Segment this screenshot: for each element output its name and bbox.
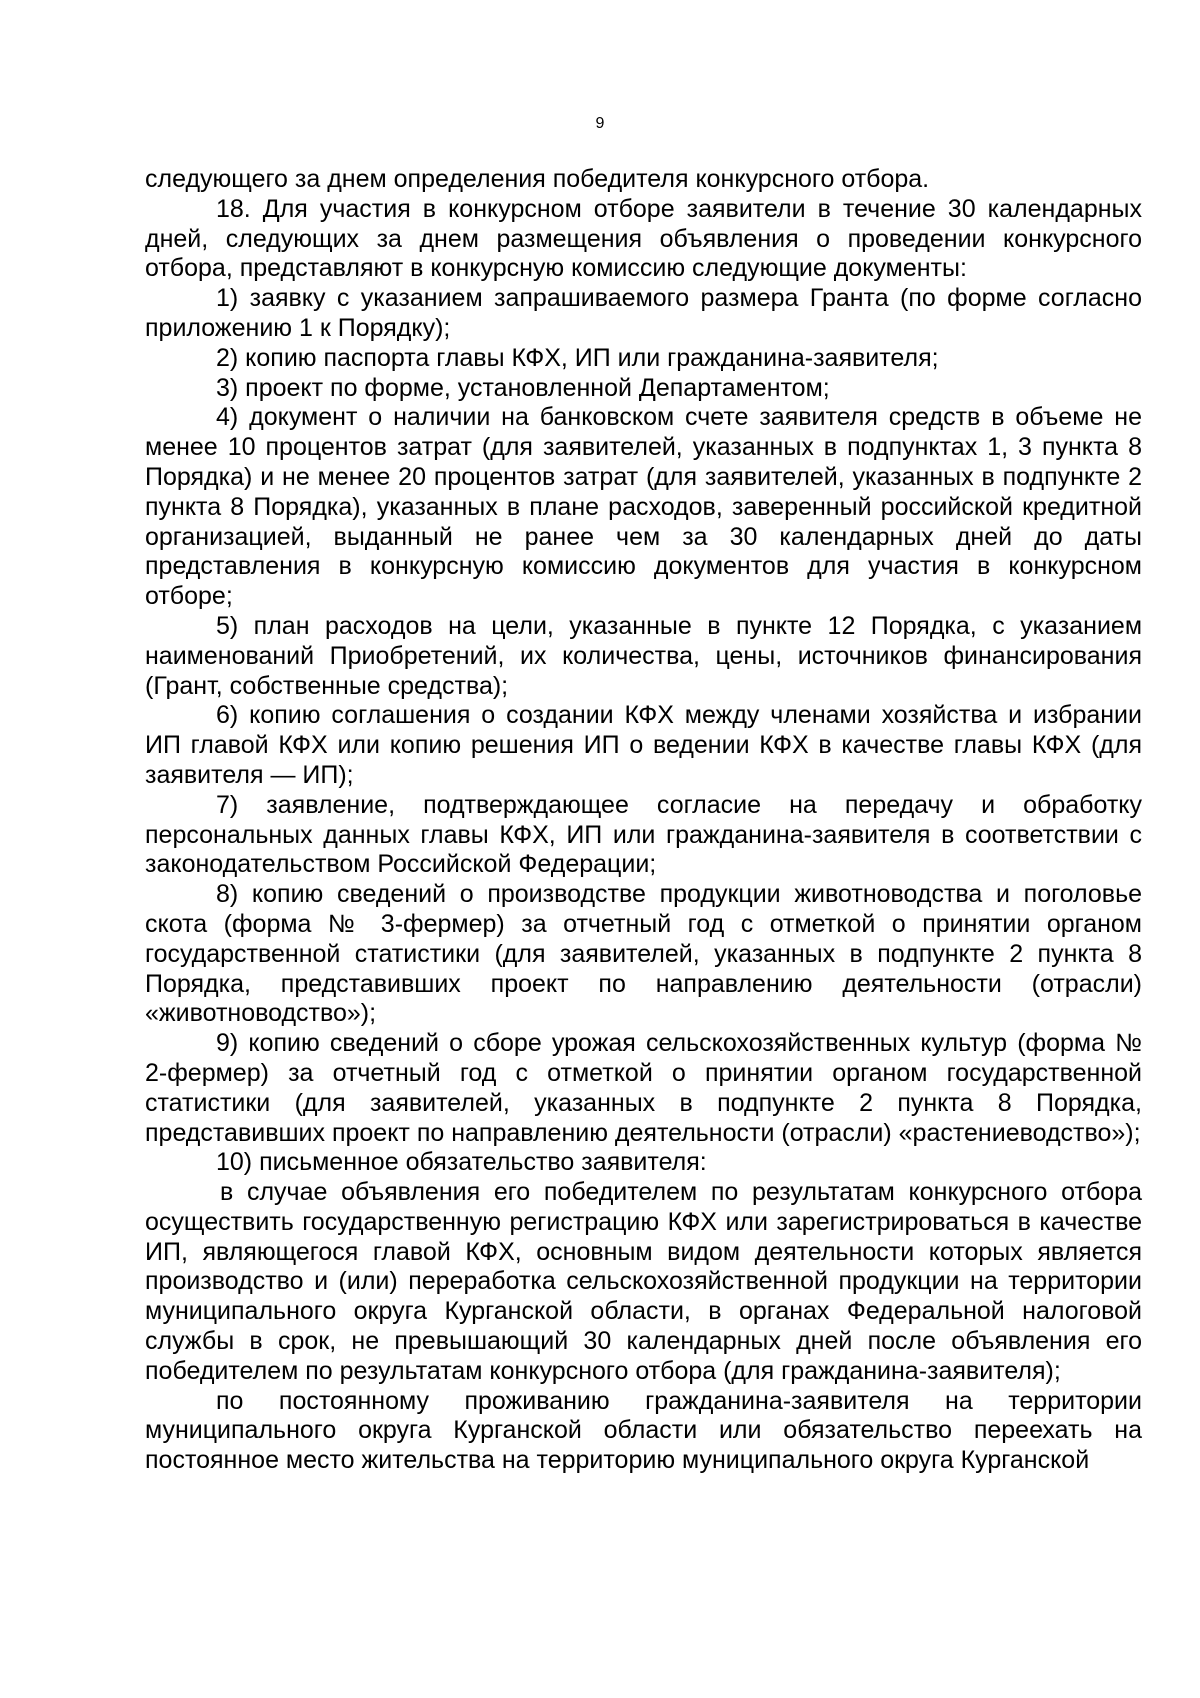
list-item-3: 3) проект по форме, установленной Департаментом; <box>216 373 830 402</box>
list-item-1: 1) заявку с указанием запрашиваемого размера Гранта (по форме согласно приложению 1 к Порядку); <box>145 284 1142 342</box>
list-item-7: 7) заявление, подтверждающее согласие на передачу и обработку персональных данных главы КФХ, ИП или гражданина-заявителя в соответствии с законодательством Российской Федерации; <box>145 790 1142 879</box>
paragraph-item-18: 18. Для участия в конкурсном отборе заявители в течение 30 календарных дней, следующих за днем размещения объявления о проведении конкурсного отбора, представляют в конкурсную комиссию следующие документы: <box>145 194 1142 283</box>
document-body <box>145 165 1142 1476</box>
list-item-10: 10) письменное обязательство заявителя: <box>216 1148 707 1177</box>
list-item-5: 5) план расходов на цели, указанные в пункте 12 Порядка, с указанием наименований Приобретений, их количества, цены, источников финансирования (Грант, собственные средства); <box>145 611 1142 700</box>
page-number: 9 <box>595 115 605 132</box>
paragraph-continuation: следующего за днем определения победителя конкурсного отбора. <box>145 165 930 193</box>
list-item-8: 8) копию сведений о производстве продукции животноводства и поголовье скота (форма № 3-фермер) за отчетный год с отметкой о принятии органом государственной статистики (для заявителей, указанных в подпункте 2 пункта 8 Порядка, представивших проект по направлению деятельности (отрасли) «животноводство»); <box>145 880 1142 1028</box>
list-item-10-clause-1: в случае объявления его победителем по результатам конкурсного отбора осуществить государственную регистрацию КФХ или зарегистрироваться в качестве ИП, являющегося главой КФХ, основным видом деятельности которых является производство и (или) переработка сельскохозяйственной продукции на территории муниципального округа Курганской области, в органах Федеральной налоговой службы в срок, не превышающий 30 календарных дней после объявления его победителем по результатам конкурсного отбора (для гражданина-заявителя); <box>145 1178 1142 1385</box>
list-item-2: 2) копию паспорта главы КФХ, ИП или гражданина-заявителя; <box>216 343 939 372</box>
list-item-10-clause-2: по постоянному проживанию гражданина-заявителя на территории муниципального округа Курганской области или обязательство переехать на постоянное место жительства на территорию муниципального округа Курганской <box>145 1386 1142 1475</box>
list-item-4: 4) документ о наличии на банковском счете заявителя средств в объеме не менее 10 процентов затрат (для заявителей, указанных в подпунктах 1, 3 пункта 8 Порядка) и не менее 20 процентов затрат (для заявителей, указанных в подпункте 2 пункта 8 Порядка), указанных в плане расходов, заверенный российской кредитной организацией, выданный не ранее чем за 30 календарных дней до даты представления в конкурсную комиссию документов для участия в конкурсном отборе; <box>145 403 1142 611</box>
list-item-9: 9) копию сведений о сборе урожая сельскохозяйственных культур (форма № 2-фермер) за отчетный год с отметкой о принятии органом государственной статистики (для заявителей, указанных в подпункте 2 пункта 8 Порядка, представивших проект по направлению деятельности (отрасли) «растениеводство»); <box>145 1029 1142 1147</box>
list-item-6: 6) копию соглашения о создании КФХ между членами хозяйства и избрании ИП главой КФХ или копию решения ИП о ведении КФХ в качестве главы КФХ (для заявителя — ИП); <box>145 701 1142 789</box>
